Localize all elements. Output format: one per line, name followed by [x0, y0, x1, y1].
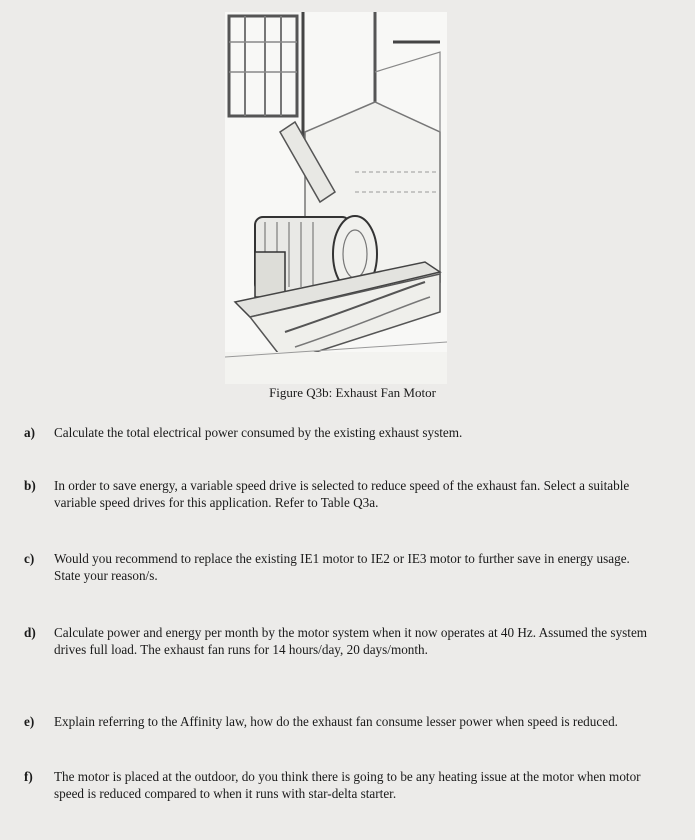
question-label: d) [24, 625, 36, 640]
question-text: The motor is placed at the outdoor, do you think there is going to be any heating issue at the motor when motor speed is reduced compared to when it runs with star-delta starter. [54, 769, 641, 801]
question-d [24, 625, 654, 658]
question-b [24, 478, 654, 511]
question-c [24, 551, 654, 584]
question-a [24, 425, 654, 442]
question-label: a) [24, 425, 35, 440]
figure-caption: Figure Q3b: Exhaust Fan Motor [269, 385, 436, 400]
exhaust-fan-motor-photo [225, 12, 447, 384]
question-label: e) [24, 714, 35, 729]
question-e [24, 714, 654, 731]
question-label: b) [24, 478, 36, 493]
question-text: In order to save energy, a variable speed drive is selected to reduce speed of the exhaust fan. Select a suitable variable speed drives for this application. Refer to Table Q3a. [54, 478, 630, 510]
question-text: Explain referring to the Affinity law, how do the exhaust fan consume lesser power when speed is reduced. [54, 714, 618, 729]
question-text: Calculate the total electrical power consumed by the existing exhaust system. [54, 425, 463, 440]
question-f [24, 769, 654, 802]
question-text: Calculate power and energy per month by the motor system when it now operates at 40 Hz. Assumed the system drives full load. The exhaust fan runs for 14 hours/day, 20 days/month. [54, 625, 648, 657]
question-text: Would you recommend to replace the existing IE1 motor to IE2 or IE3 motor to further save in energy usage. State your reason/s. [54, 551, 630, 583]
question-label: c) [24, 551, 35, 566]
question-label: f) [24, 769, 33, 784]
